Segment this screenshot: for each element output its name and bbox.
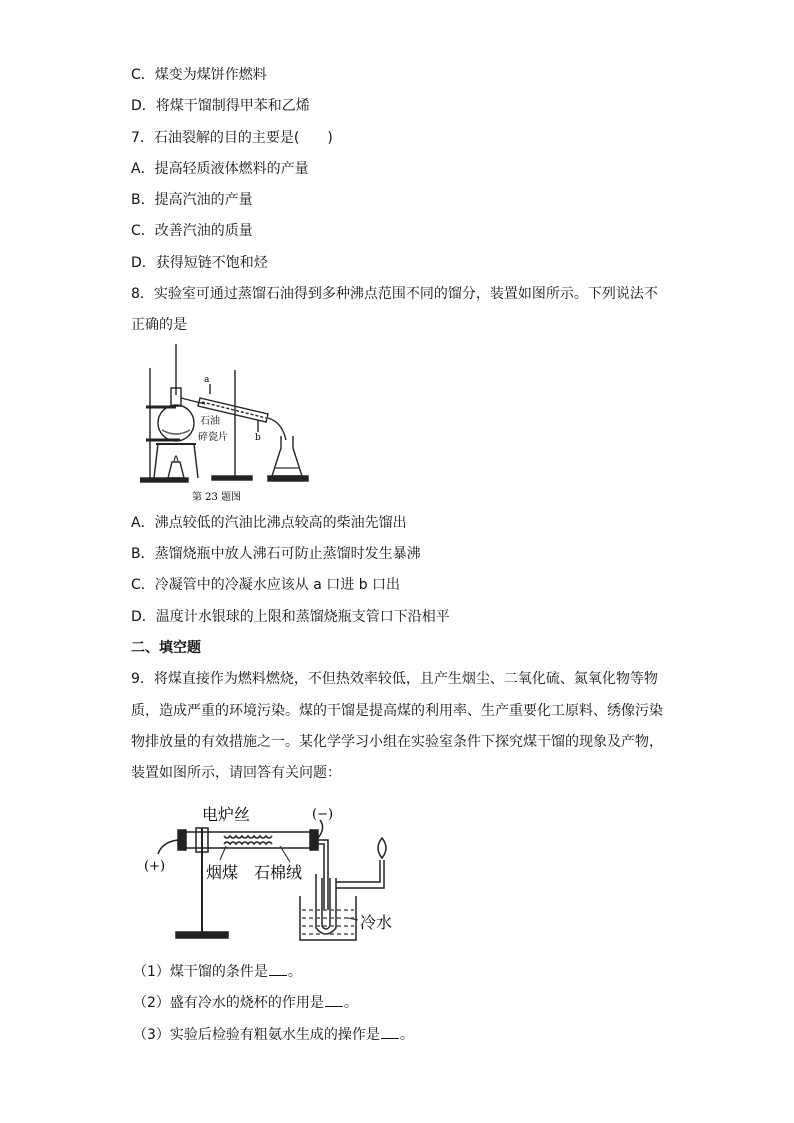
label-positive: (+) xyxy=(144,859,166,874)
q9-subquestion-3-text: （3）实验后检验有粗氨水生成的操作是 xyxy=(133,1027,380,1043)
answer-blank-2[interactable] xyxy=(325,992,343,1007)
q8-option-c: C．冷凝管中的冷凝水应该从 a 口进 b 口出 xyxy=(131,577,401,593)
label-oil: 石油 xyxy=(200,416,220,427)
q9-stem-line3: 物排放量的有效措施之一。某化学学习小组在实验室条件下探究煤干馏的现象及产物， xyxy=(131,734,663,750)
answer-blank-3[interactable] xyxy=(381,1024,399,1039)
period-1: 。 xyxy=(287,964,302,980)
label-negative: (−) xyxy=(312,807,334,822)
q9-stem-line4: 装置如图所示，请回答有关问题： xyxy=(131,765,341,781)
receiving-flask xyxy=(272,436,302,476)
q6-option-c: C．煤变为煤饼作燃料 xyxy=(131,67,267,83)
distillation-diagram xyxy=(140,340,310,505)
stand-base xyxy=(176,932,228,938)
heating-coil xyxy=(224,836,272,838)
q9-subquestion-2 xyxy=(133,992,358,1013)
label-a: a xyxy=(204,375,210,385)
answer-blank-1[interactable] xyxy=(269,961,287,976)
alcohol-lamp xyxy=(168,462,184,478)
figure1-caption: 第 23 题图 xyxy=(192,492,242,503)
q9-subquestion-3 xyxy=(133,1024,414,1045)
stand-base-right xyxy=(212,476,252,480)
q7-stem: 7．石油裂解的目的主要是( ) xyxy=(131,130,333,146)
section-heading-fill-in: 二、填空题 xyxy=(131,640,201,656)
q7-option-d: D．获得短链不饱和烃 xyxy=(131,255,268,271)
q8-stem-line1: 8．实验室可通过蒸馏石油得到多种沸点范围不同的馏分，装置如图所示。下列说法不 xyxy=(131,286,658,302)
label-chips: 碎瓷片 xyxy=(198,432,228,443)
flame xyxy=(378,838,386,858)
period-2: 。 xyxy=(343,995,358,1011)
distillation-figure xyxy=(140,340,310,505)
label-b: b xyxy=(255,433,261,443)
q6-option-d: D．将煤干馏制得甲苯和乙烯 xyxy=(131,98,310,114)
q7-option-c: C．改善汽油的质量 xyxy=(131,223,253,239)
label-electric-wire: 电炉丝 xyxy=(202,805,251,824)
q8-option-b: B．蒸馏烧瓶中放人沸石可防止蒸馏时发生暴沸 xyxy=(131,546,421,562)
q8-option-d: D．温度计水银球的上限和蒸馏烧瓶支管口下沿相平 xyxy=(131,609,450,625)
q9-stem-line1: 9．将煤直接作为燃料燃烧，不但热效率较低，且产生烟尘、二氧化硫、氮氧化物等物 xyxy=(131,671,658,687)
label-cold-water: 冷水 xyxy=(360,913,393,932)
distilling-flask xyxy=(158,405,194,441)
q7-option-b: B．提高汽油的产量 xyxy=(131,192,253,208)
q9-subquestion-1 xyxy=(133,961,302,982)
q8-option-a: A．沸点较低的汽油比沸点较高的柴油先馏出 xyxy=(131,515,407,531)
reaction-tube xyxy=(180,832,316,848)
q9-subquestion-1-text: （1）煤干馏的条件是 xyxy=(133,964,268,980)
q7-option-a: A．提高轻质液体燃料的产量 xyxy=(131,161,309,177)
q9-subquestion-2-text: （2）盛有冷水的烧杯的作用是 xyxy=(133,995,324,1011)
coal-distillation-diagram xyxy=(140,798,400,946)
q9-stem-line2: 质，造成严重的环境污染。煤的干馏是提高煤的利用率、生产重要化工原料、绣像污染 xyxy=(131,703,663,719)
label-bituminous-coal: 烟煤 xyxy=(206,863,239,882)
q8-stem-line2: 正确的是 xyxy=(131,317,187,333)
coal-distillation-figure xyxy=(140,798,400,946)
label-asbestos: 石棉绒 xyxy=(254,863,303,882)
period-3: 。 xyxy=(399,1027,414,1043)
